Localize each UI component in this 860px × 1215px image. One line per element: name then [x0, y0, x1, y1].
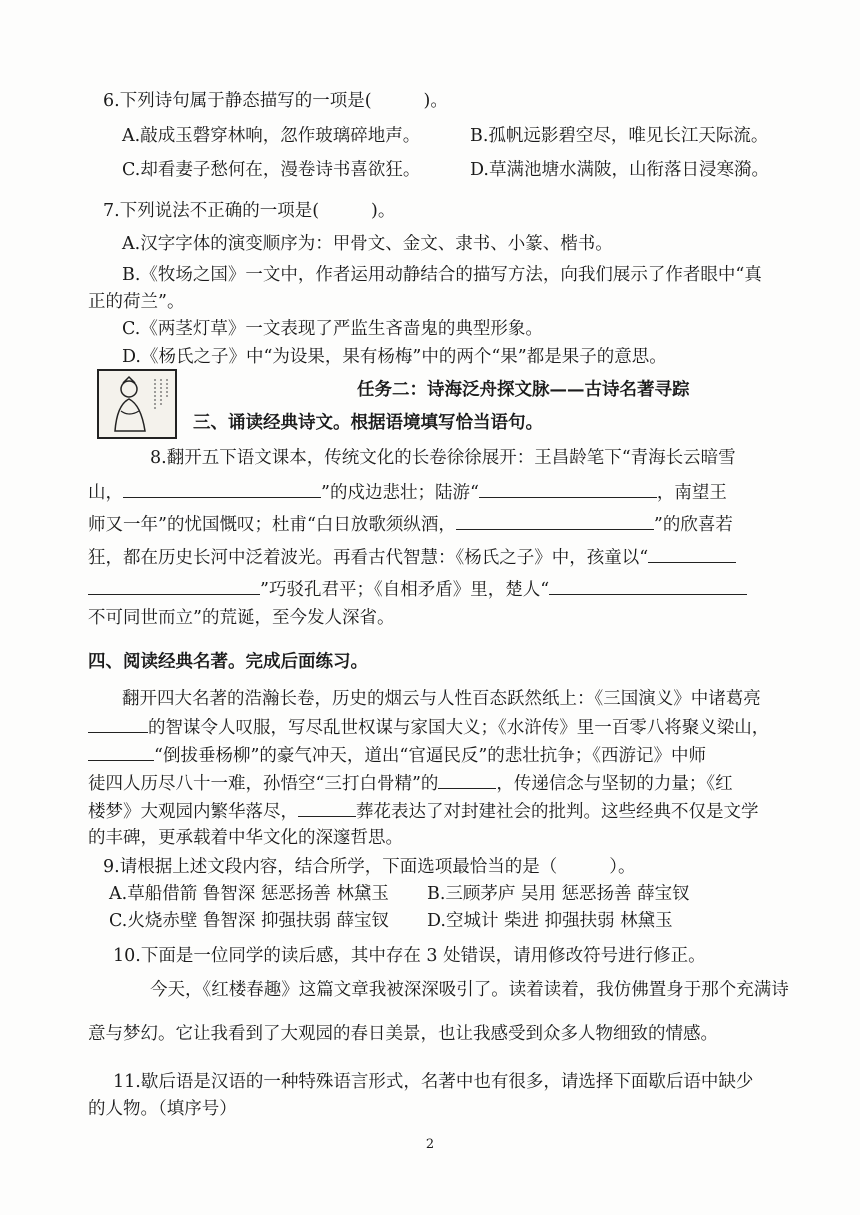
q6-option-c: C.却看妻子愁何在，漫卷诗书喜欲狂。 — [122, 160, 421, 180]
q7-stem: 7.下列说法不正确的一项是( )。 — [103, 201, 396, 221]
q10-stem: 10.下面是一位同学的读后感，其中存在 3 处错误，请用修改符号进行修正。 — [113, 946, 706, 966]
scholar-portrait-image — [97, 369, 177, 439]
section4-blank-1[interactable] — [88, 716, 148, 733]
q6-option-a: A.敲成玉磬穿林响，忽作玻璃碎地声。 — [122, 126, 421, 146]
q8-blank-5[interactable] — [549, 578, 747, 595]
q6-option-d: D.草满池塘水满陂，山衔落日浸寒漪。 — [470, 160, 769, 180]
q10-essay-line2: 意与梦幻。它让我看到了大观园的春日美景，也让我感受到众多人物细致的情感。 — [88, 1024, 718, 1044]
section4-heading: 四、阅读经典名著。完成后面练习。 — [88, 652, 368, 672]
q8-blank-2[interactable] — [479, 481, 657, 498]
q9-stem: 9.请根据上述文段内容，结合所学，下面选项最恰当的是（ ）。 — [103, 857, 636, 877]
q11-stem-line1: 11.歇后语是汉语的一种特殊语言形式，名著中也有很多，请选择下面歇后语中缺少 — [113, 1072, 754, 1092]
q6-option-b: B.孤帆远影碧空尽，唯见长江天际流。 — [470, 126, 769, 146]
section4-blank-4[interactable] — [298, 800, 356, 817]
q7-option-a: A.汉字字体的演变顺序为：甲骨文、金文、隶书、小篆、楷书。 — [122, 234, 613, 254]
q8-line6: 不可同世而立”的荒诞，至今发人深省。 — [88, 608, 395, 628]
q7-option-d: D.《杨氏之子》中“为设果，果有杨梅”中的两个“果”都是果子的意思。 — [122, 347, 667, 367]
q9-option-c: C.火烧赤壁 鲁智深 抑强扶弱 薛宝钗 — [109, 911, 390, 931]
q8-blank-3[interactable] — [456, 513, 654, 530]
section4-para-line1: 翻开四大名著的浩瀚长卷，历史的烟云与人性百态跃然纸上：《三国演义》中诸葛亮 — [122, 689, 761, 709]
q8-line1: 8.翻开五下语文课本，传统文化的长卷徐徐展开：王昌龄笔下“青海长云暗雪 — [150, 448, 736, 468]
q8-line5: ”巧驳孔君平；《自相矛盾》里，楚人“ — [88, 578, 747, 601]
section4-blank-2[interactable] — [88, 744, 154, 761]
q11-stem-line2: 的人物。（填序号） — [88, 1099, 237, 1119]
q7-option-b-line2: 正的荷兰”。 — [88, 292, 185, 312]
q8-line2: 山， ”的戍边悲壮；陆游“ ，南望王 — [88, 483, 727, 503]
section4-blank-3[interactable] — [438, 772, 496, 789]
q10-essay-line1: 今天，《红楼春趣》这篇文章我被深深吸引了。读着读着，我仿佛置身于那个充满诗 — [150, 980, 789, 1000]
q7-option-c: C.《两茎灯草》一文表现了严监生吝啬鬼的典型形象。 — [122, 319, 543, 339]
task2-title: 任务二：诗海泛舟探文脉——古诗名著寻踪 — [357, 380, 690, 400]
q8-blank-4b[interactable] — [88, 578, 260, 595]
section4-para-line5: 楼梦》大观园内繁华落尽， 葬花表达了对封建社会的批判。这些经典不仅是文学 — [88, 802, 759, 822]
q7-option-b-line1: B.《牧场之国》一文中，作者运用动静结合的描写方法，向我们展示了作者眼中“真 — [122, 265, 762, 285]
section4-para-line6: 的丰碑，更承载着中华文化的深邃哲思。 — [88, 828, 403, 848]
q8-blank-1[interactable] — [123, 481, 321, 498]
page-number: 2 — [425, 1137, 435, 1152]
section4-para-line2: 的智谋令人叹服，写尽乱世权谋与家国大义；《水浒传》里一百零八将聚义梁山， — [88, 716, 769, 739]
section4-para-line3: “倒拔垂杨柳”的豪气冲天，道出“官逼民反”的悲壮抗争；《西游记》中师 — [88, 744, 706, 767]
q6-stem: 6.下列诗句属于静态描写的一项是( )。 — [103, 91, 448, 111]
q8-blank-4a[interactable] — [648, 546, 736, 563]
q9-option-a: A.草船借箭 鲁智深 惩恶扬善 林黛玉 — [109, 884, 389, 904]
section4-para-line4: 徒四人历尽八十一难，孙悟空“三打白骨精”的 ，传递信念与坚韧的力量；《红 — [88, 774, 733, 794]
section3-heading: 三、诵读经典诗文。根据语境填写恰当语句。 — [193, 413, 543, 433]
q8-line4: 狂，都在历史长河中泛着波光。再看古代智慧：《杨氏之子》中，孩童以“ — [88, 546, 736, 569]
q8-line3: 师又一年”的忧国慨叹；杜甫“白日放歌须纵酒， ”的欣喜若 — [88, 515, 733, 535]
q9-option-b: B.三顾茅庐 吴用 惩恶扬善 薛宝钗 — [427, 884, 690, 904]
q9-option-d: D.空城计 柴进 抑强扶弱 林黛玉 — [427, 911, 673, 931]
